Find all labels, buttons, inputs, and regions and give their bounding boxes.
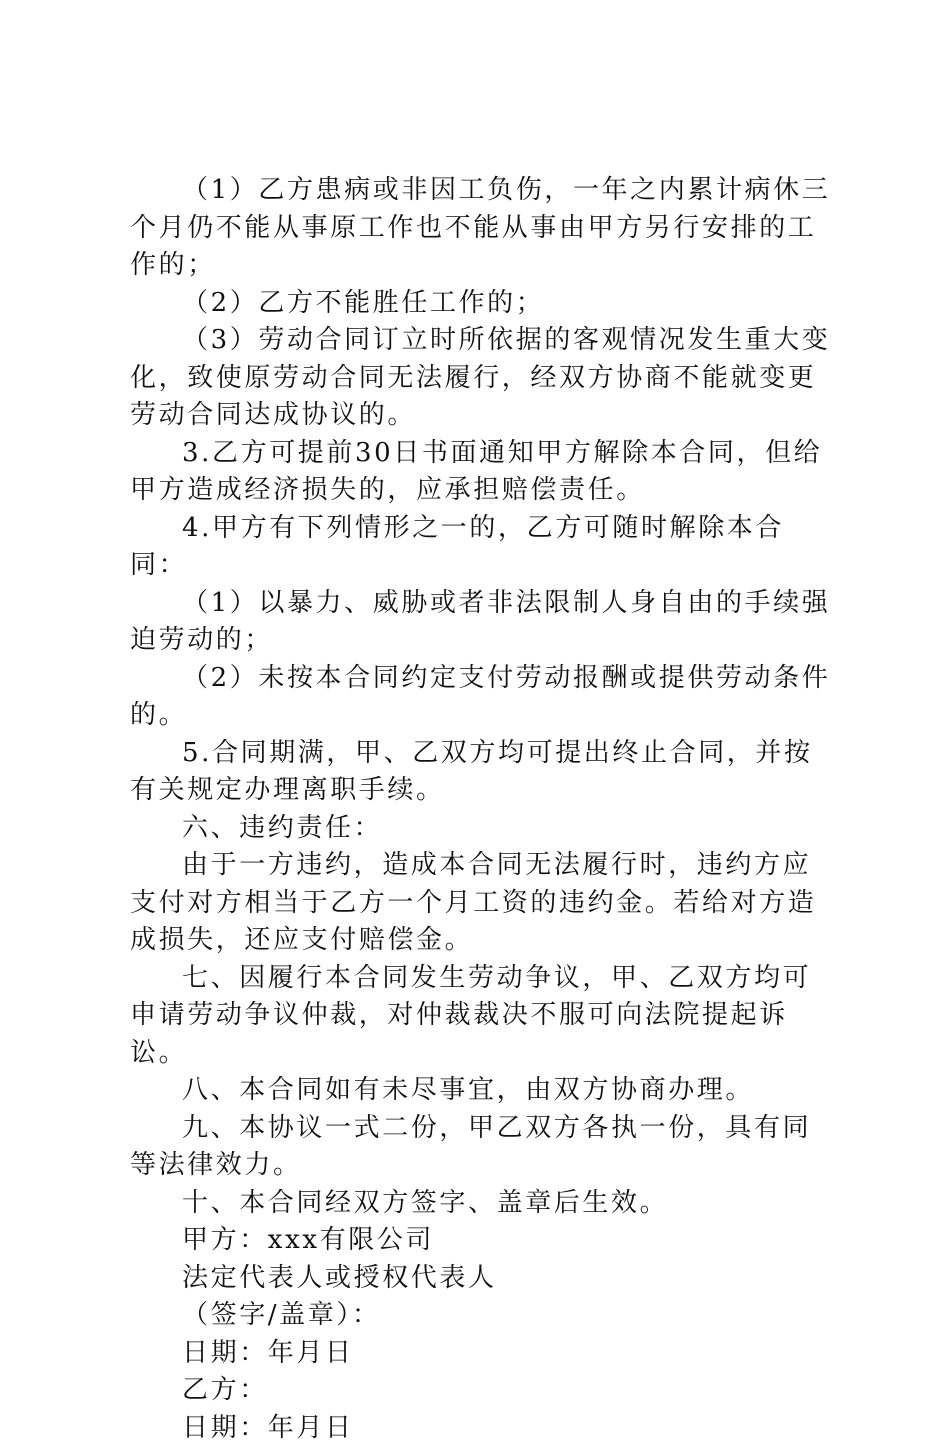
party-a-name: 甲方：xxx有限公司: [130, 1222, 836, 1260]
party-b-date: 日期：年月日: [130, 1410, 836, 1447]
section-6-body: 由于一方违约，造成本合同无法履行时，违约方应支付对方相当于乙方一个月工资的违约金。若给对方造成损失，还应支付赔偿金。: [130, 847, 836, 960]
document-body: [130, 172, 836, 1447]
section-7: 七、因履行本合同发生劳动争议，甲、乙双方均可申请劳动争议仲裁，对仲裁裁决不服可向法院提起诉讼。: [130, 960, 836, 1073]
section-10: 十、本合同经双方签字、盖章后生效。: [130, 1185, 836, 1223]
clause-incompetent: （2）乙方不能胜任工作的；: [130, 285, 836, 323]
party-a-date: 日期：年月日: [130, 1335, 836, 1373]
section-8: 八、本合同如有未尽事宜，由双方协商办理。: [130, 1072, 836, 1110]
clause-4-heading: 4.甲方有下列情形之一的，乙方可随时解除本合同：: [130, 510, 836, 585]
clause-4-violence: （1）以暴力、威胁或者非法限制人身自由的手续强迫劳动的；: [130, 585, 836, 660]
clause-4-unpaid: （2）未按本合同约定支付劳动报酬或提供劳动条件的。: [130, 660, 836, 735]
party-a-representative: 法定代表人或授权代表人: [130, 1260, 836, 1298]
clause-5-expiry: 5.合同期满，甲、乙双方均可提出终止合同，并按有关规定办理离职手续。: [130, 735, 836, 810]
clause-circumstance-change: （3）劳动合同订立时所依据的客观情况发生重大变化，致使原劳动合同无法履行，经双方协商不能就变更劳动合同达成协议的。: [130, 322, 836, 435]
clause-3-notice: 3.乙方可提前30日书面通知甲方解除本合同，但给甲方造成经济损失的，应承担赔偿责任。: [130, 435, 836, 510]
clause-illness: （1）乙方患病或非因工负伤，一年之内累计病休三个月仍不能从事原工作也不能从事由甲方另行安排的工作的；: [130, 172, 836, 285]
party-a-signature: （签字/盖章）：: [130, 1297, 836, 1335]
section-9: 九、本协议一式二份，甲乙双方各执一份，具有同等法律效力。: [130, 1110, 836, 1185]
party-b-name: 乙方：: [130, 1372, 836, 1410]
section-6-heading: 六、违约责任：: [130, 810, 836, 848]
